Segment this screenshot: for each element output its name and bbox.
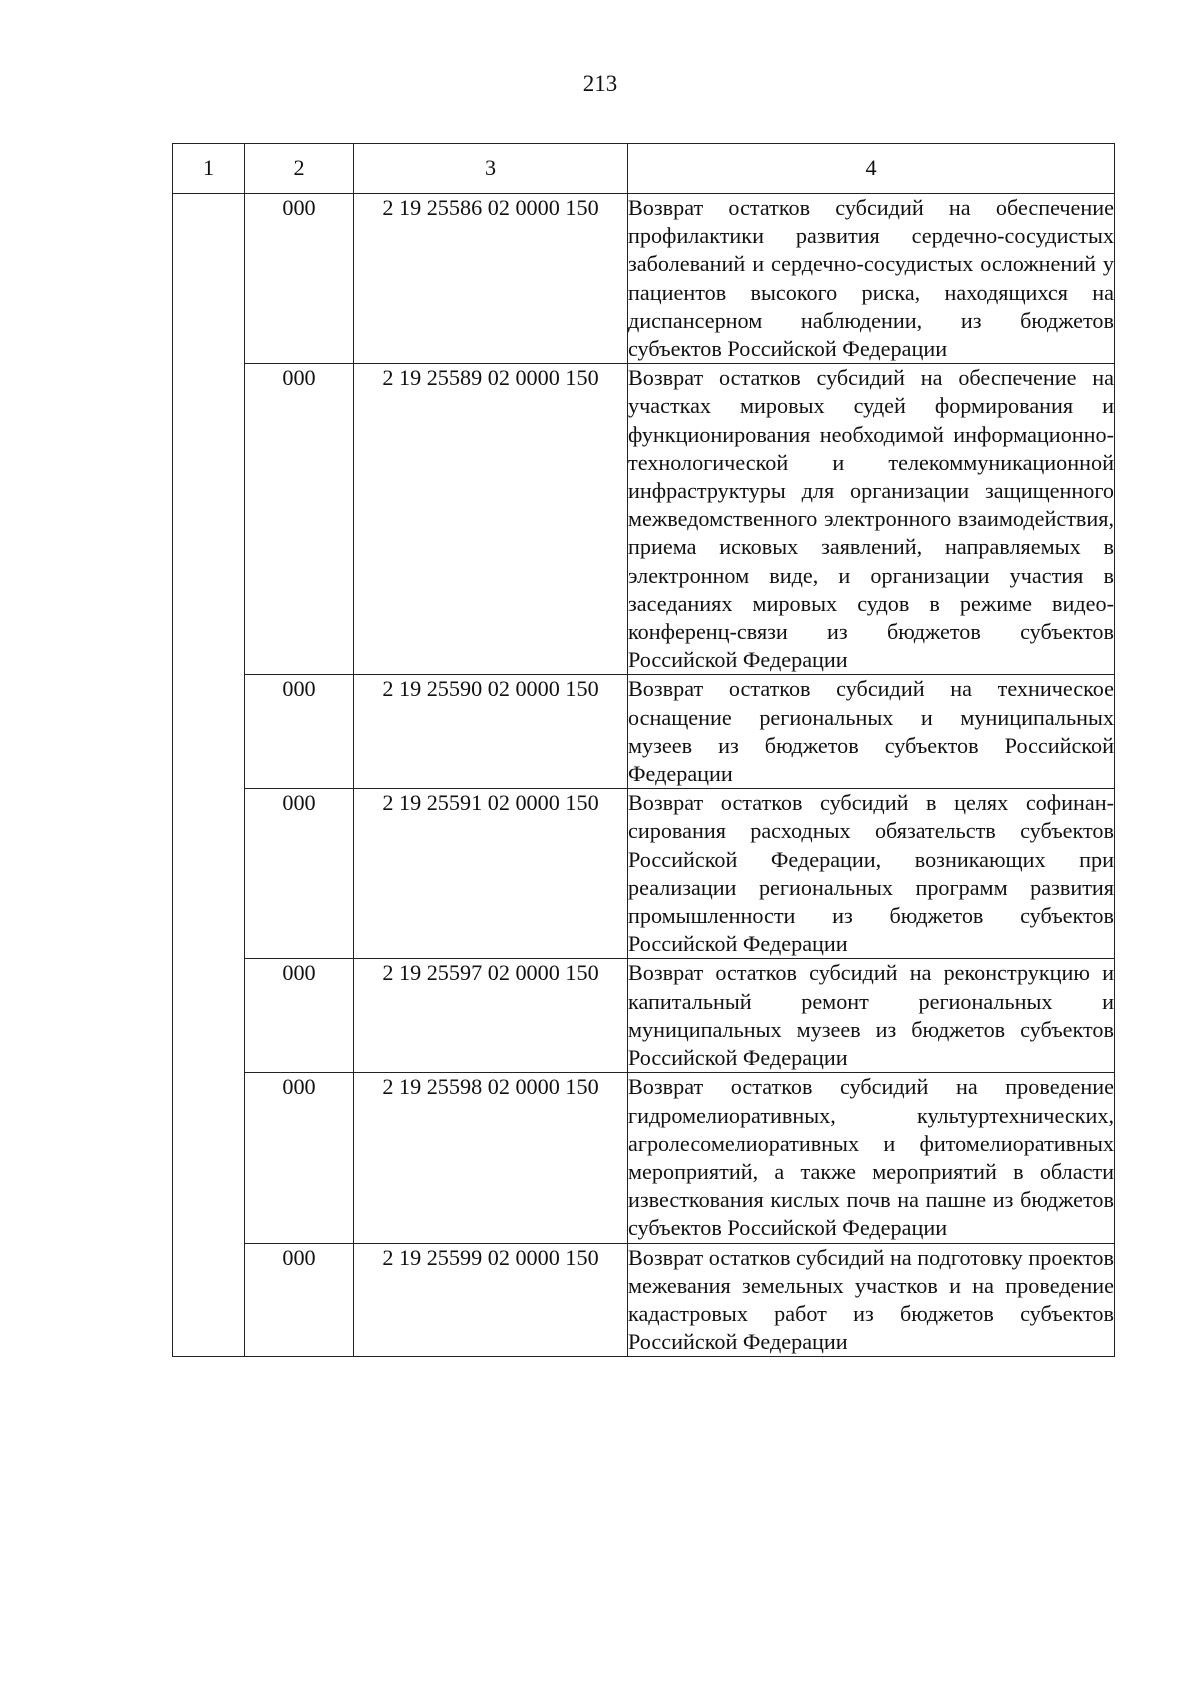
table-body [173, 194, 1115, 1357]
admin-code-cell: 000 [245, 1073, 354, 1243]
description-cell: Возврат остатков субсидий на реконструкцию и капитальный ремонт региональных и муниципальных музеев из бюджетов субъектов Российской Федерации [628, 959, 1115, 1073]
table-row [173, 789, 1115, 959]
table-row [173, 364, 1115, 675]
budget-codes-table [172, 143, 1115, 1357]
budget-code-cell: 2 19 25589 02 0000 150 [354, 364, 628, 675]
budget-code-cell: 2 19 25599 02 0000 150 [354, 1243, 628, 1357]
header-col-3: 3 [354, 144, 628, 194]
header-row [173, 144, 1115, 194]
row-col1-cell [173, 194, 245, 364]
description-cell: Возврат остатков субсидий на обеспечение на участках мировых судей формирования и функционирования необходимой информационно-технологической и телекоммуникационной инфраструктуры для организации защищенного межведомственного электронного взаимодействия, приема исковых заявлений, направляемых в электронном виде, и организации участия в заседаниях мировых судов в режиме видео-конференц-связи из бюджетов субъектов Российской Федерации [628, 364, 1115, 675]
admin-code-cell: 000 [245, 364, 354, 675]
row-col1-cell [173, 364, 245, 675]
admin-code-cell: 000 [245, 194, 354, 364]
row-col1-cell [173, 675, 245, 789]
description-cell: Возврат остатков субсидий на техническое оснащение региональных и муниципальных музеев из бюджетов субъектов Российской Федерации [628, 675, 1115, 789]
budget-code-cell: 2 19 25591 02 0000 150 [354, 789, 628, 959]
description-cell: Возврат остатков субсидий в целях софинансирования расходных обязательств субъектов Российской Федерации, возникающих при реализации региональных программ развития промышленности из бюджетов субъектов Российской Федерации [628, 789, 1115, 959]
admin-code-cell: 000 [245, 789, 354, 959]
budget-code-cell: 2 19 25590 02 0000 150 [354, 675, 628, 789]
header-col-1: 1 [173, 144, 245, 194]
budget-code-cell: 2 19 25598 02 0000 150 [354, 1073, 628, 1243]
budget-code-cell: 2 19 25586 02 0000 150 [354, 194, 628, 364]
description-cell: Возврат остатков субсидий на обеспечение профилактики развития сердечно-сосудистых заболеваний и сердечно-сосудистых осложнений у пациентов высокого риска, находящихся на диспансерном наблюдении, из бюджетов субъектов Российской Федерации [628, 194, 1115, 364]
row-col1-cell [173, 1243, 245, 1357]
admin-code-cell: 000 [245, 1243, 354, 1357]
header-col-2: 2 [245, 144, 354, 194]
row-col1-cell [173, 789, 245, 959]
row-col1-cell [173, 959, 245, 1073]
budget-code-cell: 2 19 25597 02 0000 150 [354, 959, 628, 1073]
table-row [173, 959, 1115, 1073]
admin-code-cell: 000 [245, 675, 354, 789]
description-cell: Возврат остатков субсидий на проведение гидромелиоративных, культуртехнических, агролесомелиоративных и фитомелиоративных мероприятий, а также мероприятий в области известкования кислых почв на пашне из бюджетов субъектов Российской Федерации [628, 1073, 1115, 1243]
description-cell: Возврат остатков субсидий на подготовку проектов межевания земельных участков и на проведение кадастровых работ из бюджетов субъектов Российской Федерации [628, 1243, 1115, 1357]
page-number: 213 [582, 71, 618, 96]
header-col-4: 4 [628, 144, 1115, 194]
admin-code-cell: 000 [245, 959, 354, 1073]
table-row [173, 194, 1115, 364]
table-row [173, 675, 1115, 789]
table-header [173, 144, 1115, 194]
table-row [173, 1073, 1115, 1243]
table-row [173, 1243, 1115, 1357]
row-col1-cell [173, 1073, 245, 1243]
